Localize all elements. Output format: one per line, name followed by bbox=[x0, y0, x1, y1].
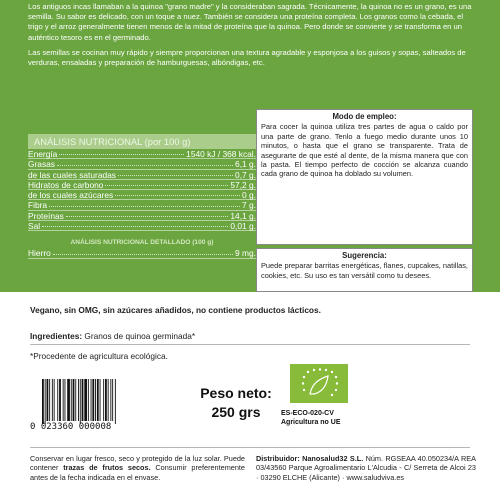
nutrition-row-leader bbox=[115, 190, 240, 196]
nutrition-row bbox=[28, 190, 256, 200]
nutrition-row bbox=[28, 149, 256, 159]
nutrition-row-label: Energía bbox=[28, 149, 58, 159]
conservation-part-a: Conservar en lugar fresco, seco y protegido de la luz solar. Puede contener bbox=[30, 454, 245, 473]
eco-code-line-1: ES-ECO-020-CV bbox=[281, 410, 334, 417]
nutrition-row-leader bbox=[53, 248, 233, 254]
eco-certification bbox=[281, 409, 341, 427]
nutrition-detail-title: ANÁLISIS NUTRICIONAL DETALLADO (100 g) bbox=[70, 239, 214, 247]
eco-code-line-2: Agricultura no UE bbox=[281, 419, 341, 426]
nutrition-row-label: de las cuales saturadas bbox=[28, 169, 116, 180]
ingredients-label: Ingredientes: bbox=[30, 331, 83, 341]
nutrition-row-label: de los cuales azúcares bbox=[28, 190, 114, 201]
nutrition-row bbox=[28, 221, 256, 231]
nutrition-row-leader bbox=[42, 221, 228, 227]
nutrition-row-leader bbox=[49, 200, 240, 206]
intro-paragraph-2: Las semillas se cocinan muy rápido y siempre proporcionan una textura agradable y esponjosa a los guisos y sopas, salteados de verduras, ensaladas y preparación de hamburguesas, albóndigas, etc. bbox=[28, 47, 466, 68]
conservation-part-c: Consumir preferentemente antes de la fecha indicada en el envase. bbox=[30, 463, 245, 482]
nutrition-row-label: Fibra bbox=[28, 200, 48, 211]
nutrition-row bbox=[28, 159, 256, 169]
usage-text: Para cocer la quinoa utiliza tres partes de agua o caldo por una parte de grano. Tenlo a fuego medio durante unos 10 minutos, o hasta que el grano se transparente. Trata de asegurarte de que esté al dente, de la misma manera que con la pasta. El tiempo perfecto de cocción se alcanza cuando cada grano de quinoa ha doblado su volumen. bbox=[261, 122, 468, 179]
nutrition-row-value: 14,1 g. bbox=[230, 210, 256, 221]
nutrition-row-value: 9 mg. bbox=[235, 248, 256, 259]
nutrition-row-label: Sal bbox=[28, 221, 41, 232]
nutrition-row-label: Hidratos de carbono bbox=[28, 179, 104, 190]
nutrition-row-value: 0,01 g. bbox=[230, 221, 256, 232]
divider-bottom bbox=[30, 447, 470, 448]
nutrition-row-value: 1540 kJ / 368 kcal. bbox=[186, 149, 256, 159]
intro-text bbox=[28, 2, 478, 73]
nutrition-row-label: Proteínas bbox=[28, 210, 64, 221]
usage-column bbox=[256, 109, 473, 292]
nutrition-row bbox=[28, 211, 256, 221]
net-weight-value: 250 grs bbox=[211, 404, 261, 420]
nutrition-row bbox=[28, 200, 256, 210]
nutrition-row bbox=[28, 170, 256, 180]
usage-box bbox=[256, 109, 473, 245]
usage-title: Modo de empleo: bbox=[332, 112, 397, 121]
nutrition-row-value: 57,2 g. bbox=[230, 179, 256, 190]
barcode-number: 0 023360 000008 bbox=[30, 422, 112, 432]
nutrition-row-leader bbox=[59, 149, 184, 155]
nutrition-row-leader bbox=[57, 159, 233, 165]
ingredients-line bbox=[30, 331, 195, 341]
nutrition-row-label: Hierro bbox=[28, 248, 51, 259]
product-claims: Vegano, sin OMG, sin azúcares añadidos, no contiene productos lácticos. bbox=[30, 305, 321, 315]
nutrition-row-leader bbox=[118, 170, 233, 176]
conservation-traces: trazas de frutos secos. bbox=[63, 463, 151, 473]
distributor-details: Núm. RGSEAA 40.050234/A REA 03/43560 Parque Agroalimentario L'Alcudia - C/ Serreta de Alcoi 23 · 03290 ELCHE (Alicante) · www.saludviva.es bbox=[256, 454, 476, 482]
suggestion-box bbox=[256, 248, 473, 292]
barcode-image bbox=[40, 379, 160, 424]
nutrition-row-value: 6,1 g. bbox=[235, 159, 256, 170]
nutrition-row-leader bbox=[105, 180, 228, 186]
divider bbox=[30, 344, 470, 345]
nutrition-row-label: Grasas bbox=[28, 159, 55, 170]
nutrition-table bbox=[28, 134, 256, 259]
ingredients-text: Granos de quinoa germinada* bbox=[84, 331, 196, 341]
nutrition-title: ANÁLISIS NUTRICIONAL (por 100 g) bbox=[28, 134, 256, 149]
eco-note: *Procedente de agricultura ecológica. bbox=[30, 351, 168, 361]
distributor-text bbox=[256, 454, 476, 482]
eu-organic-leaf-logo bbox=[290, 364, 348, 403]
intro-paragraph-1: Los antiguos incas llamaban a la quinoa "grano madre" y la consideraban sagrada. Técnicamente, la quinoa no es un grano, es una semilla. Su sabor es delicado, con un toque a nuez. También se considera una proteína completa. Los granos como la cebada, el trigo y el arroz generalmente tienen menos de la mitad de proteína que la quinoa. Pero donde se convierte y se transforma en un auténtico tesoro es en el germinado. bbox=[28, 2, 472, 42]
nutrition-detail-rows bbox=[28, 248, 256, 258]
distributor-label: Distribuidor: Nanosalud32 S.L. bbox=[256, 454, 364, 463]
suggestion-title: Sugerencia: bbox=[342, 251, 387, 260]
nutrition-rows bbox=[28, 149, 256, 231]
nutrition-row-value: 0,7 g. bbox=[235, 169, 256, 180]
nutrition-row-value: 7 g. bbox=[242, 200, 256, 211]
nutrition-row-leader bbox=[66, 211, 229, 217]
suggestion-text: Puede preparar barritas energéticas, flanes, cupcakes, natillas, cookies, etc. Su uso es tan versátil como tu desees. bbox=[261, 261, 468, 280]
nutrition-row bbox=[28, 180, 256, 190]
conservation-text bbox=[30, 454, 245, 482]
nutrition-row-value: 0 g. bbox=[242, 190, 256, 201]
nutrition-row bbox=[28, 248, 256, 258]
net-weight-label: Peso neto: bbox=[200, 385, 272, 401]
